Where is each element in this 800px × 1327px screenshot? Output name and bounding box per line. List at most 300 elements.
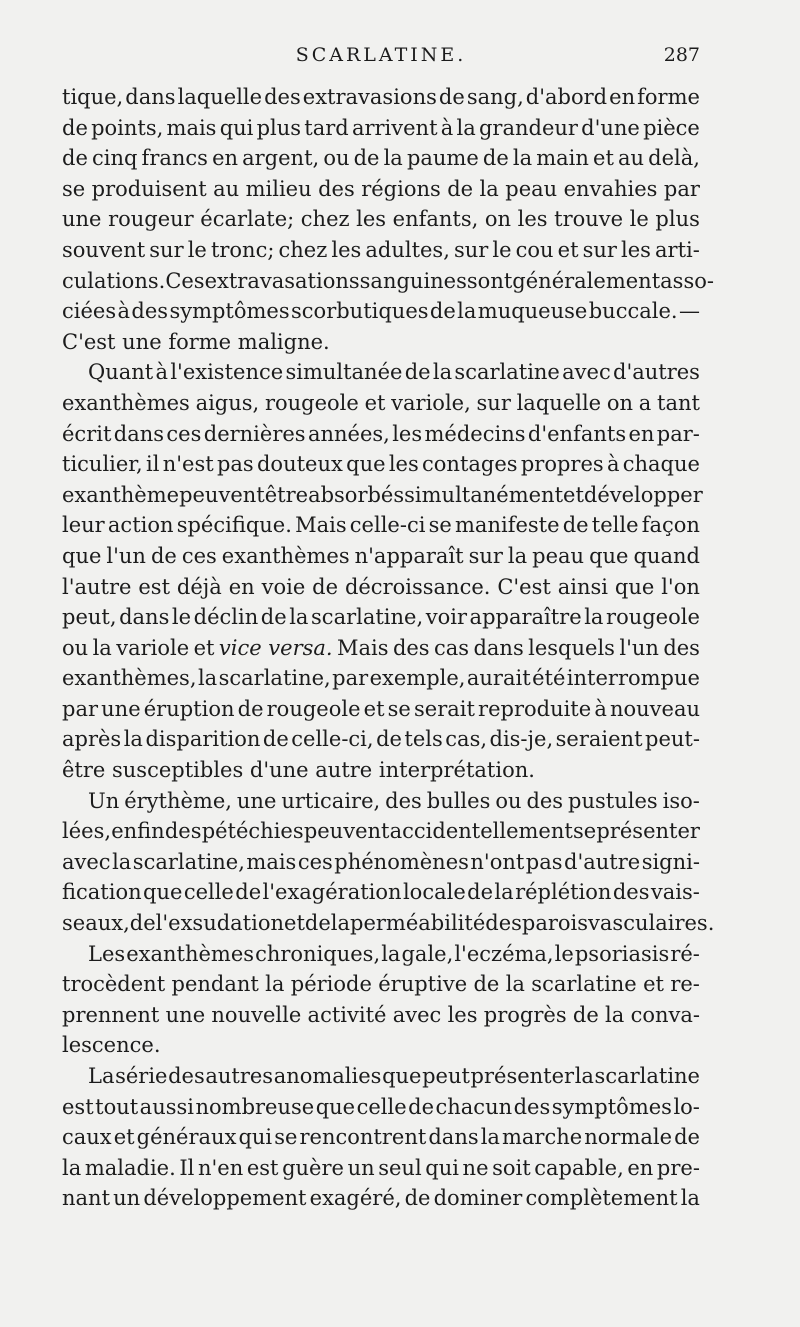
word: lo- — [673, 1094, 700, 1119]
text-line — [62, 235, 700, 266]
word: dans — [113, 421, 165, 446]
word: exagéré, — [309, 1186, 402, 1211]
word: les — [388, 452, 419, 477]
word: les — [517, 207, 548, 232]
word: tique, — [62, 85, 124, 109]
word: voir — [425, 605, 467, 630]
word: pre- — [656, 1155, 700, 1180]
word: nombreuse — [195, 1094, 315, 1119]
word: une — [101, 696, 141, 721]
word: paume — [406, 146, 479, 171]
text-line — [62, 694, 700, 725]
word: seaux, — [62, 911, 130, 936]
word: de — [562, 513, 589, 538]
word: que — [346, 452, 386, 477]
word: par — [62, 696, 99, 721]
word: une — [236, 788, 277, 813]
word: exanthème — [62, 482, 180, 507]
word: de — [447, 176, 474, 201]
word: — — [678, 299, 700, 324]
word: un — [113, 1186, 141, 1211]
word: buccale. — [588, 299, 678, 324]
word: se — [573, 819, 597, 844]
word: années, — [307, 421, 390, 446]
word: sanguines — [359, 268, 467, 293]
word: de — [376, 727, 402, 752]
word: scarlatine — [531, 972, 637, 997]
word: trouve — [554, 207, 624, 232]
word: à — [606, 452, 620, 477]
word: simultanée — [285, 360, 403, 385]
word: de — [404, 1186, 431, 1211]
word: par — [332, 666, 369, 691]
word: pas — [216, 452, 254, 477]
word: douteux — [256, 452, 343, 477]
word: des — [526, 788, 564, 813]
word: laquelle — [516, 390, 602, 415]
text-line — [62, 143, 700, 174]
word: et — [643, 972, 664, 997]
word: mais — [246, 849, 297, 874]
word: être susceptibles d'une autre interprétation. — [62, 758, 535, 783]
word: nouvelle — [211, 1002, 302, 1027]
text-line — [62, 908, 715, 939]
word: la — [512, 146, 533, 171]
word: et — [193, 635, 215, 660]
word: voie — [261, 574, 306, 599]
text-line — [62, 602, 700, 633]
running-head — [62, 44, 700, 74]
word: bulles — [426, 788, 491, 813]
word: pas — [525, 849, 563, 874]
word: la — [197, 666, 218, 691]
word: cas, — [445, 727, 488, 752]
text-line — [62, 419, 700, 450]
text-line — [62, 1122, 700, 1153]
word: par- — [656, 421, 700, 446]
word: et — [593, 146, 614, 171]
word: dernières — [203, 421, 306, 446]
word: les — [356, 207, 387, 232]
word: la — [432, 360, 453, 385]
word: scarlatine, — [132, 849, 245, 874]
word: autres — [205, 1064, 274, 1088]
word: chacun — [435, 1094, 513, 1119]
word: Quant — [88, 360, 154, 385]
word: de — [408, 1094, 435, 1119]
word: argent, — [242, 146, 320, 171]
text-line — [62, 541, 700, 572]
word: scarlatine — [454, 360, 560, 385]
word: en — [628, 421, 655, 446]
word: au — [618, 146, 645, 171]
word: simultanément — [404, 482, 564, 507]
word: ne — [462, 1155, 489, 1180]
word: enfants, — [392, 207, 479, 232]
word: la — [383, 146, 403, 171]
word: la — [265, 972, 285, 997]
word: gale, — [401, 941, 454, 966]
text-line — [62, 388, 700, 419]
word: l'un — [106, 543, 146, 568]
word: la — [112, 849, 132, 874]
word: que — [382, 1064, 422, 1088]
word: de — [235, 880, 262, 905]
word: psoriasis — [574, 941, 670, 966]
word: des — [264, 85, 301, 109]
word: points, — [91, 115, 164, 140]
word: à — [117, 299, 131, 324]
word: à — [155, 360, 169, 385]
word: ré- — [670, 941, 700, 966]
word: le — [629, 207, 649, 232]
word: dans — [428, 1125, 479, 1150]
word: ciées — [62, 299, 117, 324]
word: extravasions — [302, 85, 437, 109]
word: façon — [641, 513, 700, 538]
word: se — [387, 696, 411, 721]
word: tronc; — [210, 237, 275, 262]
word: la — [330, 911, 351, 936]
word: régions — [361, 176, 441, 201]
word: sur — [582, 237, 617, 262]
word: l'existence — [170, 360, 284, 385]
word: a — [638, 390, 652, 415]
word: sur — [453, 237, 489, 262]
word: la — [92, 635, 112, 660]
word: nant — [62, 1186, 111, 1211]
word: n'ont — [470, 849, 525, 874]
word: de — [260, 605, 287, 630]
text-line — [62, 357, 700, 388]
word: tant — [657, 390, 700, 415]
word: muqueuse — [477, 299, 588, 324]
text-line — [62, 877, 700, 908]
word: peuvent — [303, 819, 390, 844]
word: sur — [149, 237, 184, 262]
word: éruption — [143, 696, 235, 721]
word: à — [440, 115, 454, 140]
word: de — [467, 880, 494, 905]
word: en — [212, 146, 239, 171]
text-line — [62, 449, 700, 480]
text-line — [62, 724, 700, 755]
word: interrompue — [566, 666, 700, 691]
page-number: 287 — [663, 44, 700, 66]
word: la — [505, 972, 525, 997]
word: cinq — [91, 146, 138, 171]
word: n'apparaît — [354, 543, 464, 568]
word: par — [663, 176, 700, 201]
word: tels — [404, 727, 443, 752]
word: aigus, — [195, 390, 260, 415]
word: la — [479, 176, 499, 201]
word: Un — [88, 788, 120, 813]
word: exanthèmes — [126, 941, 255, 966]
word: seraient — [555, 727, 643, 752]
word: leur — [62, 513, 105, 538]
text-line — [62, 755, 700, 786]
word: pendant — [171, 972, 259, 997]
text-line — [62, 480, 703, 511]
word: dominer — [433, 1186, 523, 1211]
word: n'en — [197, 1155, 244, 1180]
word: présenter — [596, 819, 700, 844]
text-line — [62, 816, 700, 847]
word: de — [312, 574, 339, 599]
word: adultes, — [365, 237, 450, 262]
word: à — [594, 696, 607, 721]
word: ces — [166, 421, 202, 446]
word: scarlatine — [594, 1064, 700, 1088]
word: Mais — [337, 635, 389, 660]
word: sang, — [466, 85, 524, 109]
word: de — [304, 911, 331, 936]
word: lesquels — [528, 635, 615, 660]
word: l'exsudation — [155, 911, 285, 936]
word: en — [627, 1155, 654, 1180]
word: prennent — [62, 1002, 160, 1027]
word: rougeole — [266, 696, 361, 721]
word: rougeur — [108, 207, 194, 232]
word: ou — [323, 146, 350, 171]
text-line — [62, 510, 700, 541]
word: exanthèmes — [221, 543, 350, 568]
word: propres — [520, 452, 604, 477]
word: généralement — [512, 268, 661, 293]
word: chroniques, — [255, 941, 381, 966]
word: rougeole — [606, 605, 700, 630]
word: de — [262, 727, 289, 752]
word: scorbutiques — [291, 299, 429, 324]
word: seul — [378, 1155, 422, 1180]
word: aussi — [139, 1094, 194, 1119]
word: exanthèmes, — [62, 666, 197, 691]
word: exemple, — [369, 666, 466, 691]
word: de — [438, 85, 465, 109]
word: dans — [125, 85, 176, 109]
word: la — [381, 941, 401, 966]
text-line — [62, 82, 700, 113]
text-line — [62, 572, 700, 603]
word: d'abord — [525, 85, 608, 109]
word: généraux — [136, 1125, 237, 1150]
word: symptômes — [551, 1094, 672, 1119]
word: Les — [88, 941, 126, 966]
body-text — [62, 82, 715, 1214]
word: peuvent — [179, 482, 265, 507]
word: nouveau — [609, 696, 700, 721]
word: activité — [307, 1002, 387, 1027]
text-line — [62, 1183, 700, 1214]
word: ou — [62, 635, 89, 660]
word: contages — [422, 452, 518, 477]
word: est — [138, 574, 171, 599]
word: disparition — [145, 727, 261, 752]
word: être — [264, 482, 309, 507]
word: sur — [476, 390, 511, 415]
word: est — [246, 1155, 279, 1180]
word: aurait — [466, 666, 531, 691]
text-line — [62, 266, 714, 297]
word: phénomènes — [334, 849, 469, 874]
word: lescence. — [62, 1033, 161, 1058]
word: la — [584, 605, 604, 630]
word: celle — [183, 880, 234, 905]
word: de — [150, 543, 177, 568]
word: écarlate; — [200, 207, 295, 232]
word: l'on — [661, 574, 700, 599]
word: des — [513, 1094, 551, 1119]
word: la — [494, 880, 514, 905]
word: médecins — [424, 421, 526, 446]
word: ces — [181, 543, 217, 568]
word: rougeole — [264, 390, 359, 415]
word: celle — [356, 1094, 407, 1119]
running-title: SCARLATINE. — [295, 44, 467, 66]
word: de — [404, 360, 431, 385]
text-line — [62, 939, 700, 970]
word: le — [171, 605, 192, 630]
word: une — [165, 1002, 206, 1027]
word: est — [62, 1094, 94, 1119]
word: de — [429, 299, 456, 324]
word: vasculaires. — [588, 911, 715, 936]
word: des — [318, 176, 355, 201]
word: ticulier, — [62, 452, 143, 477]
text-line — [62, 327, 700, 358]
word: des — [385, 788, 422, 813]
word: en — [228, 574, 255, 599]
word: celle-ci — [349, 513, 426, 538]
word: que — [62, 543, 102, 568]
word: produisent — [91, 176, 207, 201]
word: pièce — [643, 115, 700, 140]
word: grandeur — [478, 115, 578, 140]
word: arti- — [655, 237, 700, 262]
word: variole, — [391, 390, 471, 415]
text-line — [62, 113, 700, 144]
word: peau — [532, 543, 585, 568]
word: de — [62, 146, 88, 171]
word: la — [574, 1064, 594, 1088]
word: on — [606, 390, 633, 415]
word: cas — [434, 635, 470, 660]
word: et — [284, 911, 305, 936]
word: capable, — [534, 1155, 624, 1180]
text-line — [62, 174, 700, 205]
text-line — [62, 1030, 700, 1061]
word: mais — [166, 115, 217, 140]
word: d'une — [581, 115, 640, 140]
word: de — [482, 146, 509, 171]
word: ainsi — [557, 574, 608, 599]
word: la — [457, 299, 477, 324]
word: Mais — [295, 513, 347, 538]
text-line — [62, 633, 700, 664]
word: lées, — [62, 819, 112, 844]
word: qui — [425, 1155, 459, 1180]
word: culations. — [62, 268, 166, 293]
word: marche — [502, 1125, 583, 1150]
word: que — [614, 574, 655, 599]
word: développement — [143, 1186, 307, 1211]
text-line — [62, 296, 700, 327]
word: que — [589, 543, 629, 568]
word: extravasations — [204, 268, 360, 293]
word: développer — [583, 482, 703, 507]
word: que — [315, 1094, 356, 1119]
word: quand — [633, 543, 700, 568]
word: avec — [562, 360, 611, 385]
word: l'autre — [62, 574, 132, 599]
word: l'exagération — [262, 880, 402, 905]
word: action — [107, 513, 174, 538]
word: d'autre — [564, 849, 641, 874]
word: le — [187, 237, 207, 262]
word: ces — [297, 849, 333, 874]
word: de — [473, 972, 500, 997]
word: déclin — [193, 605, 259, 630]
word: avec — [62, 849, 111, 874]
word: delà, — [648, 146, 700, 171]
word: des — [164, 819, 202, 844]
word: caux — [62, 1125, 112, 1150]
word: peut- — [645, 727, 700, 752]
word: la — [680, 1186, 700, 1211]
word: le — [492, 237, 512, 262]
word: on — [484, 207, 512, 232]
word: la — [123, 727, 143, 752]
word: la — [456, 115, 476, 140]
word: les — [621, 237, 651, 262]
word: iso- — [662, 788, 700, 813]
word: la — [507, 543, 528, 568]
word: série — [115, 1064, 168, 1088]
text-line — [62, 1092, 700, 1123]
word: scarlatine, — [311, 605, 424, 630]
word: l'eczéma, — [454, 941, 554, 966]
word: rencontrent — [299, 1125, 427, 1150]
word: présenter — [470, 1064, 575, 1088]
word: avec — [392, 1002, 442, 1027]
word: qui — [219, 115, 254, 140]
word: celle-ci, — [291, 727, 374, 752]
word: C'est — [497, 574, 551, 599]
word: normale — [584, 1125, 673, 1150]
word: Ces — [165, 268, 205, 293]
text-line — [62, 786, 700, 817]
word: et — [364, 390, 386, 415]
word: parois — [521, 911, 589, 936]
word: fication — [62, 880, 142, 905]
word: été — [532, 666, 566, 691]
word: milieu — [245, 176, 312, 201]
word: tard — [304, 115, 349, 140]
word: exanthèmes — [62, 390, 190, 415]
word: des — [131, 299, 169, 324]
word: période — [290, 972, 372, 997]
text-line — [62, 663, 700, 694]
word: apparaître — [469, 605, 582, 630]
word: de — [237, 696, 264, 721]
word: écrit — [62, 421, 112, 446]
word: chez — [278, 237, 328, 262]
word: et — [363, 696, 385, 721]
word: éruptive — [378, 972, 468, 997]
text-line — [62, 847, 700, 878]
word: et — [113, 1125, 135, 1150]
